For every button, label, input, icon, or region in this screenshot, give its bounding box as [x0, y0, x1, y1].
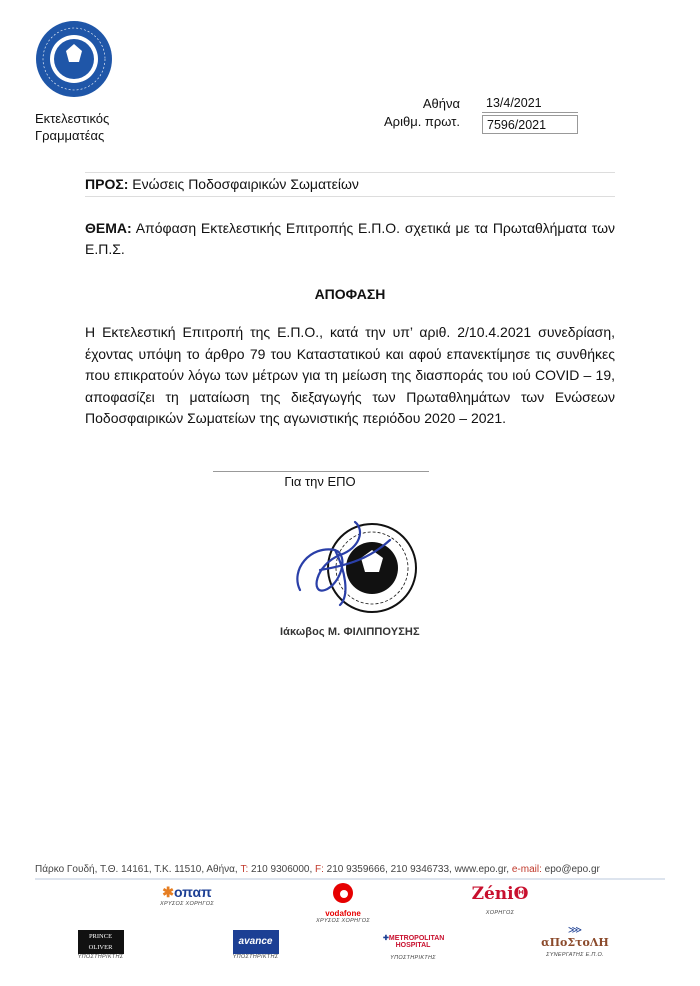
sponsor-caption: ΧΡΥΣΟΣ ΧΟΡΗΓΟΣ [316, 918, 370, 924]
to-label: ΠΡΟΣ: [85, 176, 129, 192]
decision-body: Η Εκτελεστική Επιτροπή της Ε.Π.Ο., κατά την υπ’ αριθ. 2/10.4.2021 συνεδρίαση, έχοντας υπόψη το άρθρο 79 του Καταστατικού και αφού επανεκτίμησε τις συνθήκες που επικρατούν λόγω των μέτρων για τη μείωση της διασποράς του ιού COVID – 19, αποφασίζει τη ματαίωση της διεξαγωγής των Πρωταθλημάτων των Ενώσεων Ποδοσφαιρικών Σωματείων της αγωνιστικής περιόδου 2020 – 2021. [85, 324, 615, 426]
to-value: Ενώσεις Ποδοσφαιρικών Σωματείων [132, 176, 359, 192]
opap-logo: ✱οπαπ [162, 884, 212, 900]
sponsor-caption: ΧΟΡΗΓΟΣ [485, 910, 515, 916]
fax-label: F: [315, 864, 324, 875]
divider [85, 172, 615, 173]
sponsor-caption: ΥΠΟΣΤΗΡΙΚΤΗΣ [232, 954, 279, 960]
meta-labels [380, 95, 460, 131]
website-link[interactable]: www.epo.gr, [454, 864, 510, 875]
sponsor-zenith [470, 884, 530, 916]
divider [85, 196, 615, 197]
zenith-logo: ZéniΘ [471, 884, 529, 904]
sponsor-opap [157, 884, 217, 907]
sponsor-avance [228, 930, 283, 960]
decision-heading: ΑΠΟΦΑΣΗ [314, 286, 386, 302]
signer-name: Ιάκωβος Μ. ΦΙΛΙΠΠΟΥΣΗΣ [280, 626, 420, 638]
department-label: Εκτελεστικός Γραμματέας [35, 111, 110, 143]
sponsor-caption: ΣΥΝΕΡΓΑΤΗΣ Ε.Π.Ο. [546, 952, 604, 958]
subject-line [85, 218, 615, 260]
sponsor-apostoli [540, 925, 610, 958]
ref-label: Αριθμ. πρωτ. [384, 114, 460, 129]
epo-logo [35, 20, 113, 98]
footer-address [35, 864, 600, 875]
email-label: e-mail: [511, 864, 542, 875]
for-epo-label: Για την ΕΠΟ [284, 474, 356, 489]
place-label: Αθήνα [422, 96, 460, 111]
official-stamp [280, 510, 440, 630]
tel-value: 210 9306000, [251, 864, 313, 875]
recipient-line [85, 176, 359, 192]
vodafone-logo-icon [332, 882, 354, 904]
subject-label: ΘΕΜΑ: [85, 220, 132, 236]
fax-value: 210 9359666, 210 9346733, [326, 864, 452, 875]
sponsor-metropolitan [383, 930, 443, 961]
email-link[interactable]: epo@epo.gr [544, 864, 600, 875]
sponsor-vodafone [312, 882, 374, 924]
vodafone-wordmark: vodafone [325, 909, 361, 918]
signature-divider [213, 471, 429, 472]
ref-number-field: 7596/2021 [482, 115, 578, 134]
stamp-signature-icon [280, 510, 440, 630]
cross-icon: ✚ [383, 935, 389, 942]
tel-label: T: [240, 864, 249, 875]
date-field: 13/4/2021 [482, 94, 578, 113]
address-text: Πάρκο Γουδή, Τ.Θ. 14161, Τ.Κ. 11510, Αθήνα, [35, 864, 238, 875]
prince-oliver-logo: PRINCE OLIVER [78, 930, 124, 954]
star-icon: ✱ [162, 884, 174, 900]
sponsor-caption: ΧΡΥΣΟΣ ΧΟΡΗΓΟΣ [160, 901, 214, 907]
sponsor-prince-oliver [73, 930, 128, 960]
sponsor-caption: ΥΠΟΣΤΗΡΙΚΤΗΣ [390, 955, 436, 961]
sponsor-caption: ΥΠΟΣΤΗΡΙΚΤΗΣ [77, 954, 124, 960]
metropolitan-logo: ✚METROPOLITAN HOSPITAL [383, 935, 445, 949]
fish-icon: ⋙ [567, 925, 583, 936]
apostoli-logo: αΠοΣτοΛΗ [541, 936, 609, 949]
epo-logo-icon [35, 20, 113, 98]
subject-value: Απόφαση Εκτελεστικής Επιτροπής Ε.Π.Ο. σχετικά με τα Πρωταθλήματα των Ε.Π.Σ. [85, 220, 616, 257]
avance-logo: avance [233, 930, 279, 954]
footer-divider [35, 878, 665, 880]
